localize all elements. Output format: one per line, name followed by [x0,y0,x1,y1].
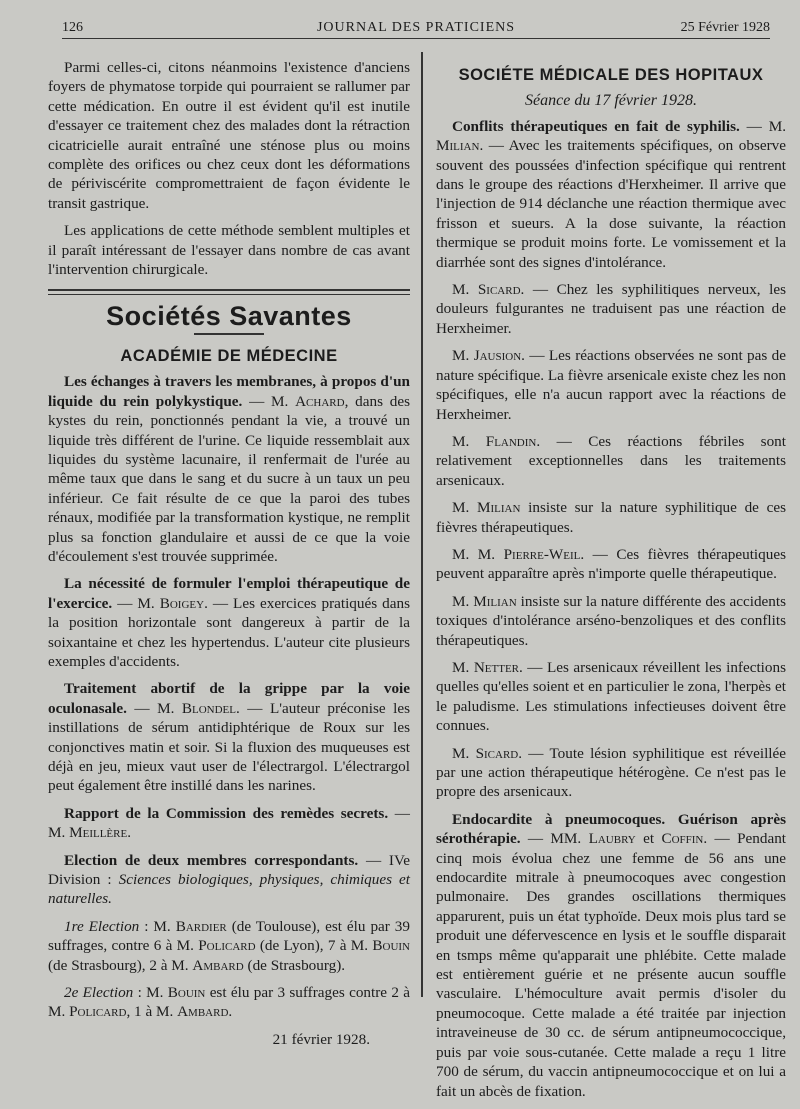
author-name: Boigey [159,594,205,612]
paragraph [48,58,410,213]
paragraph [436,432,786,490]
paragraph [48,221,410,279]
italic-text: 2e Election [64,984,134,1002]
author-name: Sicard [477,281,521,299]
body-text: M. [452,499,477,517]
body-text: — M. [739,117,786,135]
body-text: (de Lyon), 7 à M. [255,937,373,955]
body-text: . — Les réactions observées ne sont pas de nature spécifique. La fièvre arsenicale existe chez les non spécifiques, elle n'a aucun rapport avec la réactions de Herxheimer. [436,347,786,423]
body-text: Parmi celles-ci, citons néanmoins l'existence d'anciens foyers de phymatose torpide qui pourraient se rallumer par cette médication. En outre il est évident qu'il est inutile d'essayer ce traitement chez des malades dont la rétraction cicatricielle aurait entraîné une sténose plus ou moins complète des orifices ou chez ceux dont les déformations de périviscérite compromettraient de façon évidente le transit gastrique. [48,59,410,212]
page-number: 126 [62,20,83,35]
page-header [62,18,770,39]
paragraph [48,804,410,843]
author-name: Blondel [181,699,236,717]
paragraph-title: La nécessité de formuler l'emploi thérapeutique de l'exercice. [48,575,410,612]
paragraph [436,280,786,338]
author-name: Policard [198,937,256,955]
paragraph-title: Conflits thérapeutiques en fait de syphilis. [452,117,740,135]
societe-reports [436,117,786,1101]
italic-text: 1re Election [64,917,140,935]
society-title: SOCIÉTE MÉDICALE DES HOPITAUX [458,66,764,84]
body-text: insiste sur la nature syphilitique de ces fièvres thérapeutiques. [436,499,786,536]
issue-date: 25 Février 1928 [680,20,770,35]
body-text: M. [452,744,476,762]
body-text: (de Strasbourg), 2 à M. [48,956,193,974]
author-name: Milian [473,592,517,610]
section-title: Sociétés Savantes [106,301,352,332]
author-name: Achard [295,392,345,410]
body-text: . — Toute lésion syphilitique est réveillée par une action thérapeutique hétérogène. Ce n'est pas le propre des arsenicaux. [436,744,786,801]
author-name: Bouin [167,984,206,1002]
paragraph [48,983,410,1022]
body-text: . — Avec les traitements spécifiques, on observe souvent des poussées d'infection spécifique qui rentrent dans le groupe des réactions d'Herxheimer. Il arrive que l'injection de 914 déclanche une réaction thermique avec frisson et sueurs. A la dose suivante, la réaction thermique se produit moins forte. Le vomissement et la diarrhée sont des signes d'intolérance. [436,137,786,271]
paragraph-title: Election de deux membres correspondants. [64,851,359,869]
body-text: — M. [112,594,160,612]
paragraph-title: Endocardite à pneumocoques. Guérison après sérothérapie. [436,810,786,848]
paragraph [436,592,786,650]
author-name: Bardier [175,917,227,935]
column-divider [421,52,423,997]
body-text: M. M. [452,545,504,563]
body-text: — M. [48,804,410,842]
paragraph [436,810,786,1101]
paragraph-title: Traitement abortif de la grippe par la voie oculonasale. [48,680,410,717]
right-column [436,58,786,1109]
body-text: M. [452,347,474,365]
left-column [48,58,410,1049]
body-text: , 1 à M. [126,1003,178,1021]
body-text: Les applications de cette méthode semblent multiples et il paraît intéressant de l'essayer dans nombre de cas avant l'intervention chirurgicale. [48,222,410,279]
academie-reports [48,372,410,1022]
author-name: Milian [436,137,480,155]
paragraph [48,574,410,671]
body-text: . — Ces fièvres thérapeutiques peuvent apparaître après n'importe quelle thérapeutique. [436,545,786,583]
body-text: . — Les arsenicaux réveillent les infections quelles qu'elles soient et en particulier le zona, l'herpès et le paludisme. Les stimulations infectieuses doivent être connues. [436,658,786,735]
author-name: Meillère [69,824,128,842]
author-name: Jausion [473,347,522,365]
body-text: . [228,1003,233,1021]
italic-text: Sciences biologiques, physiques, chimiques et naturelles. [48,871,411,908]
author-name: Ambard [177,1003,229,1021]
body-text: (de Strasbourg). [243,956,346,974]
body-text: . — Ces réactions fébriles sont relativement exceptionnelles dans les traitements arsenicaux. [436,432,786,489]
author-name: Coffin [661,830,704,848]
journal-title: JOURNAL DES PRATICIENS [316,20,516,35]
author-name: Laubry [588,830,636,848]
body-text: M. [452,281,478,299]
author-name: Flandin [485,432,537,450]
author-name: Sicard [475,744,519,762]
session-date: Séance du 17 février 1928. [525,92,697,110]
body-text: est élu par 3 suffrages contre 2 à M. [48,984,410,1021]
body-text: — M. [126,699,182,717]
paragraph [436,658,786,736]
paragraph [48,917,410,975]
paragraph [48,851,410,909]
author-name: Ambard [192,956,244,974]
section-divider [48,289,410,295]
signature-date: 21 février 1928. [272,1030,370,1048]
author-name: Pierre-Weil [503,545,581,563]
body-text: : M. [133,984,168,1002]
paragraph [436,498,786,537]
body-text: , dans des kystes du rein, ponctionnés pendant la vie, a trouvé un liquide très différent de l'urine. Ce liquide ressemblait aux liquides du système lacunaire, il renfermait de l'urée au même taux que dans le sang et du sucre à un taux un peu inférieur. Ce fait résulte de ce que la paroi des tubes rénaux, modifiée par la transformation kystique, ne remplit plus sa fonction glandulaire et aussi de ce que la voie d'écoulement s'est trouvée supprimée. [48,392,410,565]
paragraph [48,372,410,566]
body-text: — IVe Division : [48,851,410,889]
author-name: Milian [477,499,521,517]
body-text: insiste sur la nature différente des accidents toxiques d'intolérance arséno-benzoliques et des conflits thérapeutiques. [436,592,786,649]
paragraph [436,744,786,802]
author-name: Netter [473,658,519,676]
paragraph [48,679,410,795]
paragraph [436,545,786,584]
body-text: M. [452,658,474,676]
body-text: : M. [139,917,176,935]
paragraph-title: Rapport de la Commission des remèdes secrets. [64,804,389,822]
subsection-title: ACADÉMIE DE MÉDECINE [120,346,338,365]
body-text: . — Les exercices pratiqués dans la position horizontale sont dangereux à partir de la soixantaine et chez les hypertendus. L'auteur cite plusieurs exemples d'accidents. [48,594,410,670]
body-text: . — Pendant cinq mois évolua chez une femme de 56 ans une endocardite mitrale à pneumocoques avec congestion pulmonaire. Des grandes oscillations thermiques apparurent, puis un état typhoïde. Deux mois plus tard se produit une défervescence en lysis et le souffle disparait en tsmps même qu'apparait une phlébite. Cette malade est entièrement guérie et ne présente aucun souffle vasculaire. L'hémoculture avait permis d'isoler du pneumocoque. Cette malade a été traitée par injection intraveineuse de 30 cc. de sérum antipneumococcique, puis par voie sous-cutanée. Cette malade a reçu 1 litre 700 de sérum, du vaccin antipneumococcique et on lui a fait un abcès de fixation. [436,830,787,1100]
body-text: — MM. [520,830,589,848]
intro-text [48,58,410,279]
body-text: . [127,824,132,842]
body-text: M. [452,592,474,610]
author-name: Bouin [372,937,410,955]
body-text: . — L'auteur préconise les instillations de sérum antidiphtérique de Roux sur les conjonctives matin et soir. Si la fluxion des muqueuses est déjà en jeu, mieux vaut user de l'électrargol. L'électrargol peut également être instillé dans les narines. [48,699,410,795]
body-text: — M. [242,392,296,410]
body-text: (de Toulouse), est élu par 39 suffrages, contre 6 à M. [48,917,410,955]
title-underline [194,333,264,335]
paragraph-title: Les échanges à travers les membranes, à propos d'un liquide du rein polykystique. [48,373,410,410]
paragraph [436,346,786,424]
body-text: . — Chez les syphilitiques nerveux, les douleurs fulgurantes ne traduisent pas une réaction de Herxheimer. [436,281,786,337]
body-text: M. [452,432,486,450]
author-name: Policard [69,1003,127,1021]
body-text: et [635,830,662,848]
paragraph [436,117,786,272]
